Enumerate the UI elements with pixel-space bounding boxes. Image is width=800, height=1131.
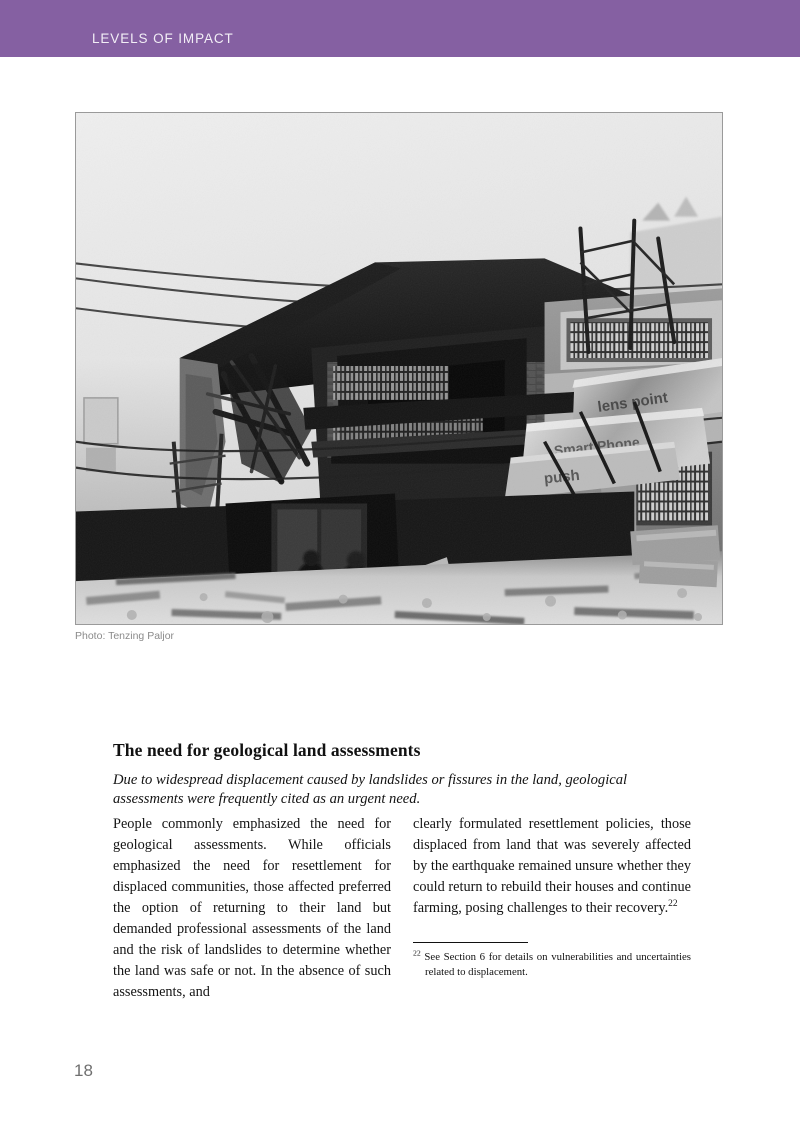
footnote-reference-marker[interactable]: 22 [668,899,678,910]
footnote-block [413,942,691,980]
two-column-body [113,814,691,1014]
footnote-number: 22 [413,948,421,958]
footnote-entry [413,950,691,980]
photo-earthquake-damaged-building [76,113,722,624]
body-paragraph-right [413,814,691,919]
figure-earthquake-damage [75,112,723,642]
body-paragraph-left: People commonly emphasized the need for geological assessments. While officials emphasized the need for resettlement for displaced communities, those affected preferred the option of returning to their land but demanded professional assessments of the land and the risk of landslides to determine whether the land was safe or not. In the absence of such assessments, and [113,816,391,1000]
running-header-title: LEVELS OF IMPACT [92,31,234,46]
body-column-left [113,814,391,1003]
body-column-right [413,814,691,919]
footnote-body-text: See Section 6 for details on vulnerabilities and uncertainties related to displacement. [424,951,691,979]
page-number: 18 [74,1061,93,1080]
body-paragraph-right-text: clearly formulated resettlement policies, those displaced from land that was severely affected by the earthquake remained unsure whether they could return to rebuild their houses and continue farming, posing challenges to their recovery. [413,816,691,916]
section-standfirst: Due to widespread displacement caused by landslides or fissures in the land, geological assessments were frequently cited as an urgent need. [113,771,628,808]
running-header-band [0,0,800,57]
section-heading: The need for geological land assessments [113,739,421,760]
photo-frame [75,112,723,625]
footnote-separator-rule [413,942,528,943]
photo-credit-caption: Photo: Tenzing Paljor [75,630,175,642]
